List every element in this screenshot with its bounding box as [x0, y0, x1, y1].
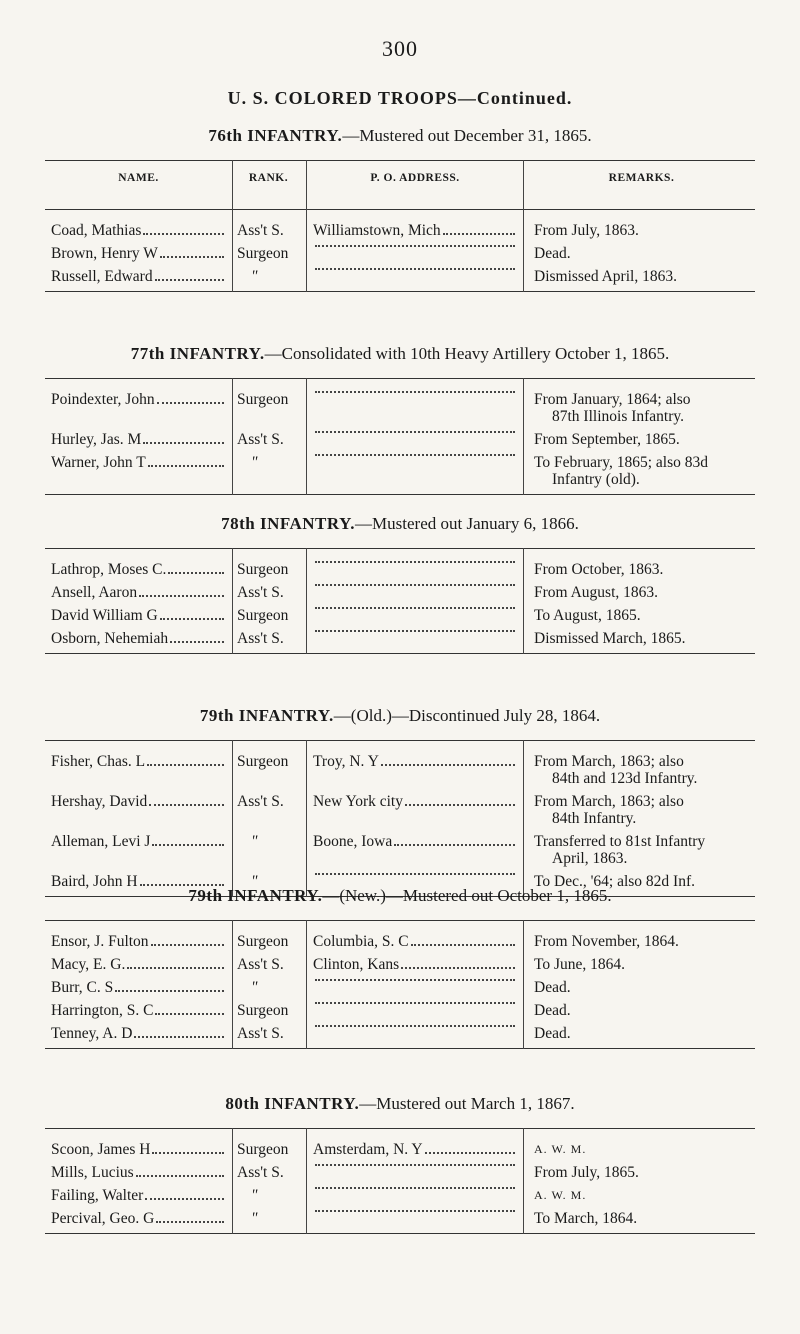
- cell-address: [307, 584, 524, 607]
- cell-name: [45, 379, 233, 432]
- cell-name: [45, 1210, 233, 1234]
- header-address: P. O. ADDRESS.: [307, 161, 524, 210]
- person-name: Ensor, J. Fulton: [51, 933, 149, 950]
- cell-name: [45, 630, 233, 654]
- cell-name: [45, 793, 233, 833]
- rank-text: Ass't S.: [237, 793, 284, 810]
- section-76th-infantry: [45, 126, 755, 292]
- person-name: Harrington, S. C: [51, 1002, 154, 1019]
- person-name: Brown, Henry W: [51, 245, 158, 262]
- cell-name: [45, 979, 233, 1002]
- cell-rank: [233, 268, 307, 292]
- table-row: [45, 741, 755, 794]
- cell-rank: [233, 1129, 307, 1165]
- remark-text: From November, 1864.: [534, 933, 679, 950]
- table-row: [45, 454, 755, 495]
- cell-rank: [233, 1187, 307, 1210]
- cell-remarks: [524, 379, 756, 432]
- rank-text: ": [251, 1187, 258, 1204]
- rank-text: Surgeon: [237, 753, 289, 770]
- cell-name: [45, 1129, 233, 1165]
- cell-remarks: [524, 268, 756, 292]
- remark-text: 84th and 123d Infantry.: [552, 770, 698, 787]
- cell-rank: [233, 454, 307, 495]
- cell-name: [45, 245, 233, 268]
- cell-remarks: [524, 607, 756, 630]
- address-text: Amsterdam, N. Y: [313, 1141, 423, 1158]
- remark-text: From January, 1864; also: [534, 391, 691, 408]
- section-title: 80th INFANTRY.—Mustered out March 1, 1867.: [225, 1094, 575, 1113]
- section-title: 79th INFANTRY.—(Old.)—Discontinued July 28, 1864.: [199, 706, 601, 725]
- cell-remarks: [524, 1210, 756, 1234]
- remark-text: To Dec., '64; also 82d Inf.: [534, 873, 695, 890]
- cell-rank: [233, 379, 307, 432]
- rank-text: Surgeon: [237, 933, 289, 950]
- person-name: Ansell, Aaron: [51, 584, 138, 601]
- cell-address: [307, 956, 524, 979]
- cell-name: [45, 607, 233, 630]
- table-row: [45, 245, 755, 268]
- cell-remarks: [524, 979, 756, 1002]
- table-row: [45, 979, 755, 1002]
- rank-text: Surgeon: [237, 561, 289, 578]
- person-name: Hurley, Jas. M: [51, 431, 142, 448]
- cell-remarks: [524, 630, 756, 654]
- cell-address: [307, 379, 524, 432]
- roster-table: [45, 378, 755, 495]
- remark-text: 87th Illinois Infantry.: [552, 408, 685, 425]
- cell-rank: [233, 549, 307, 585]
- table-row: [45, 549, 755, 585]
- cell-rank: [233, 833, 307, 873]
- remark-text: To March, 1864.: [534, 1210, 638, 1227]
- table-row: [45, 607, 755, 630]
- table-row: [45, 431, 755, 454]
- table-row: [45, 268, 755, 292]
- cell-name: [45, 1187, 233, 1210]
- roster-table: [45, 1128, 755, 1234]
- rank-text: Ass't S.: [237, 222, 284, 239]
- rank-text: ": [251, 979, 258, 996]
- cell-rank: [233, 431, 307, 454]
- remark-text: Infantry (old).: [552, 471, 640, 488]
- person-name: Osborn, Nehemiah: [51, 630, 169, 647]
- person-name: Warner, John T: [51, 454, 146, 471]
- cell-remarks: [524, 1002, 756, 1025]
- address-text: Williamstown, Mich: [313, 222, 441, 239]
- table-row: [45, 1025, 755, 1049]
- table-row: [45, 1187, 755, 1210]
- cell-address: [307, 245, 524, 268]
- cell-address: [307, 1025, 524, 1049]
- table-row: [45, 210, 755, 246]
- cell-address: [307, 741, 524, 794]
- cell-rank: [233, 584, 307, 607]
- rank-text: Surgeon: [237, 1141, 289, 1158]
- remark-text: Dead.: [534, 1002, 571, 1019]
- cell-name: [45, 1164, 233, 1187]
- address-text: Columbia, S. C: [313, 933, 409, 950]
- header-name: NAME.: [118, 172, 159, 184]
- remark-text: To August, 1865.: [534, 607, 641, 624]
- person-name: Hershay, David: [51, 793, 148, 810]
- cell-remarks: [524, 549, 756, 585]
- rank-text: ": [251, 454, 258, 471]
- address-text: Troy, N. Y: [313, 753, 379, 770]
- remark-text: To June, 1864.: [534, 956, 626, 973]
- table-row: [45, 1210, 755, 1234]
- person-name: Fisher, Chas. L: [51, 753, 146, 770]
- cell-address: [307, 549, 524, 585]
- cell-address: [307, 454, 524, 495]
- cell-remarks: [524, 741, 756, 794]
- cell-rank: [233, 1025, 307, 1049]
- rank-text: Ass't S.: [237, 1164, 284, 1181]
- table-header-row: [45, 161, 755, 210]
- rank-text: Ass't S.: [237, 630, 284, 647]
- cell-remarks: [524, 1187, 756, 1210]
- roster-table: [45, 740, 755, 897]
- rank-text: ": [251, 873, 258, 890]
- cell-rank: [233, 1002, 307, 1025]
- address-text: Clinton, Kans: [313, 956, 400, 973]
- cell-rank: [233, 956, 307, 979]
- remark-text: Dead.: [534, 245, 571, 262]
- cell-name: [45, 268, 233, 292]
- rank-text: Surgeon: [237, 245, 289, 262]
- person-name: Coad, Mathias: [51, 222, 142, 239]
- rank-text: Surgeon: [237, 391, 289, 408]
- remark-text: 84th Infantry.: [552, 810, 637, 827]
- remark-text: From March, 1863; also: [534, 753, 684, 770]
- cell-rank: [233, 630, 307, 654]
- person-name: Failing, Walter: [51, 1187, 144, 1204]
- cell-address: [307, 921, 524, 957]
- table-row: [45, 921, 755, 957]
- cell-address: [307, 607, 524, 630]
- remark-text: From August, 1863.: [534, 584, 659, 601]
- remark-text: To February, 1865; also 83d: [534, 454, 708, 471]
- remark-text: Dead.: [534, 1025, 571, 1042]
- rank-text: Ass't S.: [237, 1025, 284, 1042]
- table-row: [45, 956, 755, 979]
- cell-remarks: [524, 245, 756, 268]
- cell-remarks: [524, 431, 756, 454]
- remark-text: A. W. M.: [534, 1142, 587, 1156]
- table-row: [45, 793, 755, 833]
- cell-name: [45, 584, 233, 607]
- cell-name: [45, 1025, 233, 1049]
- remark-text: From July, 1865.: [534, 1164, 639, 1181]
- address-text: Boone, Iowa: [313, 833, 393, 850]
- page-number: 300: [382, 36, 418, 61]
- cell-rank: [233, 245, 307, 268]
- cell-address: [307, 630, 524, 654]
- person-name: Percival, Geo. G: [51, 1210, 155, 1227]
- remark-text: From July, 1863.: [534, 222, 639, 239]
- cell-remarks: [524, 1164, 756, 1187]
- remark-text: April, 1863.: [552, 850, 628, 867]
- remark-text: Transferred to 81st Infantry: [534, 833, 706, 850]
- address-text: New York city: [313, 793, 403, 810]
- table-row: [45, 1129, 755, 1165]
- cell-name: [45, 921, 233, 957]
- person-name: Russell, Edward: [51, 268, 153, 285]
- cell-remarks: [524, 921, 756, 957]
- cell-name: [45, 1002, 233, 1025]
- person-name: Mills, Lucius: [51, 1164, 134, 1181]
- person-name: Scoon, James H: [51, 1141, 151, 1158]
- remark-text: A. W. M.: [534, 1188, 587, 1202]
- cell-name: [45, 431, 233, 454]
- rank-text: Ass't S.: [237, 431, 284, 448]
- cell-rank: [233, 607, 307, 630]
- remark-text: Dead.: [534, 979, 571, 996]
- page-title: U. S. COLORED TROOPS—Continued.: [227, 88, 573, 108]
- section-title: 79th INFANTRY.—(New.)—Mustered out October 1, 1865.: [188, 886, 612, 905]
- cell-address: [307, 1002, 524, 1025]
- cell-name: [45, 210, 233, 246]
- cell-address: [307, 793, 524, 833]
- cell-name: [45, 454, 233, 495]
- roster-table: [45, 548, 755, 654]
- rank-text: ": [251, 833, 258, 850]
- remark-text: From March, 1863; also: [534, 793, 684, 810]
- table-row: [45, 1002, 755, 1025]
- cell-name: [45, 956, 233, 979]
- cell-address: [307, 431, 524, 454]
- cell-rank: [233, 921, 307, 957]
- remark-text: Dismissed March, 1865.: [534, 630, 686, 647]
- cell-address: [307, 1187, 524, 1210]
- table-row: [45, 1164, 755, 1187]
- person-name: Baird, John H: [51, 873, 138, 890]
- rank-text: Surgeon: [237, 1002, 289, 1019]
- person-name: Alleman, Levi J: [51, 833, 151, 850]
- rank-text: Ass't S.: [237, 584, 284, 601]
- cell-remarks: [524, 956, 756, 979]
- section-79th-old-infantry: [45, 706, 755, 897]
- table-row: [45, 833, 755, 873]
- cell-name: [45, 741, 233, 794]
- cell-rank: [233, 793, 307, 833]
- roster-table: [45, 160, 755, 292]
- cell-rank: [233, 979, 307, 1002]
- section-77th-infantry: [45, 344, 755, 495]
- cell-address: [307, 1210, 524, 1234]
- remark-text: From October, 1863.: [534, 561, 664, 578]
- remark-text: From September, 1865.: [534, 431, 680, 448]
- cell-remarks: [524, 454, 756, 495]
- cell-address: [307, 210, 524, 246]
- person-name: Tenney, A. D: [51, 1025, 133, 1042]
- rank-text: ": [251, 1210, 258, 1227]
- person-name: Burr, C. S: [51, 979, 114, 996]
- section-title: 78th INFANTRY.—Mustered out January 6, 1866.: [221, 514, 579, 533]
- cell-remarks: [524, 1025, 756, 1049]
- section-title: 77th INFANTRY.—Consolidated with 10th Heavy Artillery October 1, 1865.: [130, 344, 670, 363]
- header-remarks: REMARKS.: [524, 161, 756, 210]
- cell-name: [45, 549, 233, 585]
- rank-text: Ass't S.: [237, 956, 284, 973]
- cell-address: [307, 833, 524, 873]
- cell-name: [45, 833, 233, 873]
- cell-address: [307, 268, 524, 292]
- cell-address: [307, 1164, 524, 1187]
- section-title: 76th INFANTRY.—Mustered out December 31, 1865.: [208, 126, 592, 145]
- person-name: Poindexter, John: [51, 391, 155, 408]
- table-row: [45, 584, 755, 607]
- header-rank: RANK.: [233, 161, 307, 210]
- person-name: David William G: [51, 607, 158, 624]
- cell-rank: [233, 1210, 307, 1234]
- section-80th-infantry: [45, 1094, 755, 1234]
- person-name: Macy, E. G.: [51, 956, 126, 973]
- cell-rank: [233, 1164, 307, 1187]
- cell-remarks: [524, 793, 756, 833]
- cell-remarks: [524, 584, 756, 607]
- cell-remarks: [524, 210, 756, 246]
- section-79th-new-infantry: [45, 886, 755, 1049]
- cell-rank: [233, 741, 307, 794]
- section-78th-infantry: [45, 514, 755, 654]
- cell-remarks: [524, 1129, 756, 1165]
- table-row: [45, 379, 755, 432]
- cell-remarks: [524, 833, 756, 873]
- person-name: Lathrop, Moses C.: [51, 561, 167, 578]
- table-row: [45, 630, 755, 654]
- cell-rank: [233, 210, 307, 246]
- rank-text: ": [251, 268, 258, 285]
- roster-table: [45, 920, 755, 1049]
- cell-address: [307, 979, 524, 1002]
- remark-text: Dismissed April, 1863.: [534, 268, 677, 285]
- cell-address: [307, 1129, 524, 1165]
- rank-text: Surgeon: [237, 607, 289, 624]
